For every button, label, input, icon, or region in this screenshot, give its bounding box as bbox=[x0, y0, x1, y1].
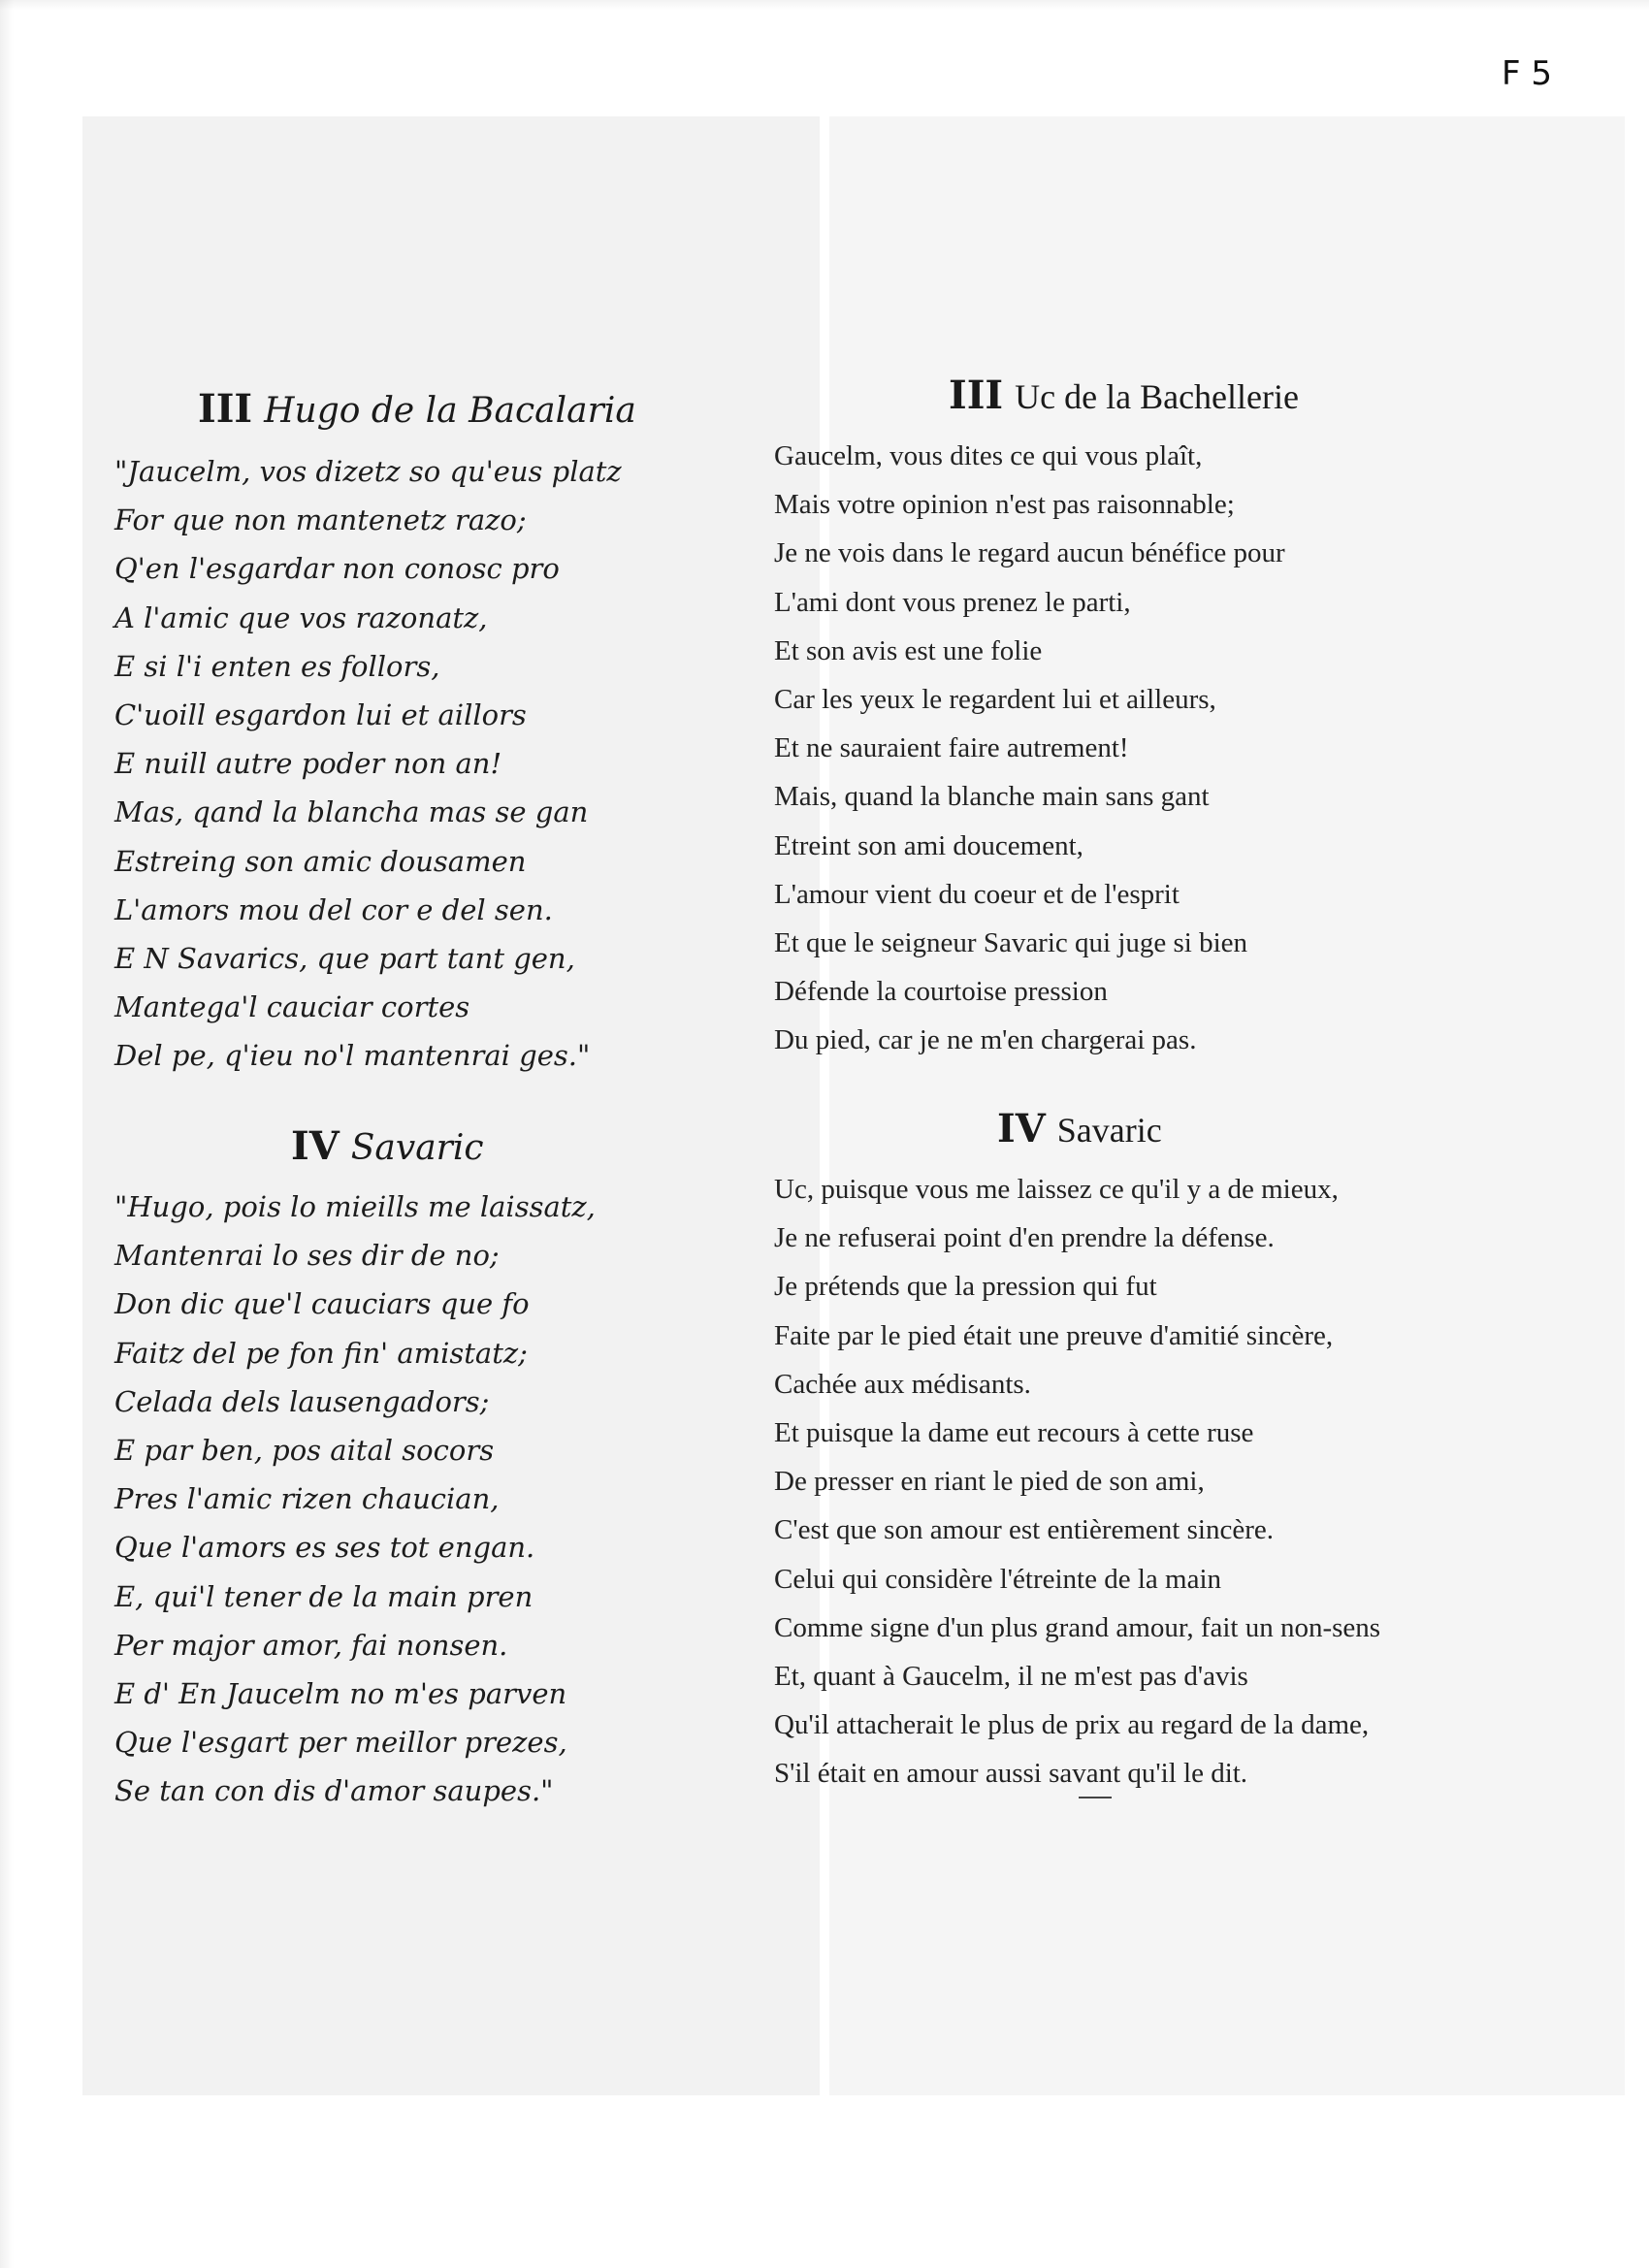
verse-line: Mais, quand la blanche main sans gant bbox=[774, 781, 1210, 813]
verse-line: Estreing son amic dousamen bbox=[114, 844, 527, 878]
verse-line: Celada dels lausengadors; bbox=[114, 1384, 490, 1418]
stanza-number: IV bbox=[997, 1106, 1046, 1151]
verse-line: Comme signe d'un plus grand amour, fait un non-sens bbox=[774, 1611, 1381, 1643]
verse-line: "Hugo, pois lo mieills me laissatz, bbox=[114, 1190, 596, 1223]
stanza-heading bbox=[949, 373, 1608, 418]
verse-line: Et que le seigneur Savaric qui juge si bien bbox=[774, 927, 1248, 959]
verse-line: C'uoill esgardon lui et aillors bbox=[114, 698, 527, 732]
verse-line: Faitz del pe fon fin' amistatz; bbox=[114, 1336, 528, 1370]
french-stanza-iii bbox=[774, 373, 1608, 1065]
verse-line: Je ne refuserai point d'en prendre la défense. bbox=[774, 1222, 1275, 1254]
verse-line: Que l'esgart per meillor prezes, bbox=[114, 1726, 567, 1760]
verse-line: Mas, qand la blancha mas se gan bbox=[114, 795, 589, 829]
stanza-number: III bbox=[949, 373, 1004, 418]
verse-line: E N Savarics, que part tant gen, bbox=[114, 942, 575, 976]
stanza-heading bbox=[997, 1106, 1608, 1151]
verse-line: Etreint son ami doucement, bbox=[774, 829, 1083, 861]
verse-line: Et, quant à Gaucelm, il ne m'est pas d'avis bbox=[774, 1661, 1248, 1693]
verse-line: Per major amor, fai nonsen. bbox=[114, 1628, 508, 1662]
verse-line: C'est que son amour est entièrement sincère. bbox=[774, 1514, 1274, 1546]
verse-line: De presser en riant le pied de son ami, bbox=[774, 1466, 1205, 1498]
french-stanza-iv bbox=[774, 1106, 1608, 1798]
verse-line: Mantega'l cauciar cortes bbox=[114, 990, 470, 1024]
verse-line: Et son avis est une folie bbox=[774, 634, 1043, 666]
verse-line: E par ben, pos aital socors bbox=[114, 1434, 495, 1468]
verse-line: Je prétends que la pression qui fut bbox=[774, 1271, 1157, 1303]
verse-line: Car les yeux le regardent lui et ailleurs, bbox=[774, 684, 1216, 716]
verse-line: Cachée aux médisants. bbox=[774, 1368, 1031, 1400]
end-dash bbox=[1079, 1797, 1112, 1798]
verse-line: Du pied, car je ne m'en chargerai pas. bbox=[774, 1024, 1197, 1056]
verse-line: Que l'amors es ses tot engan. bbox=[114, 1531, 535, 1565]
verse-line: Del pe, q'ieu no'l mantenrai ges." bbox=[114, 1039, 591, 1073]
verse-line: Don dic que'l cauciars que fo bbox=[114, 1287, 530, 1321]
verse-line: Et ne sauraient faire autrement! bbox=[774, 732, 1129, 764]
verse-line: Faite par le pied était une preuve d'amitié sincère, bbox=[774, 1319, 1334, 1351]
stanza-heading bbox=[198, 386, 735, 432]
verse-line: E nuill autre poder non an! bbox=[114, 747, 502, 781]
verse-line: For que non mantenetz razo; bbox=[114, 503, 527, 537]
verse-line: L'ami dont vous prenez le parti, bbox=[774, 586, 1131, 618]
verse-lines bbox=[114, 447, 735, 1081]
stanza-title: Savaric bbox=[350, 1128, 484, 1168]
verse-line: L'amors mou del cor e del sen. bbox=[114, 892, 553, 926]
stanza-title: Savaric bbox=[1056, 1111, 1162, 1150]
verse-line: A l'amic que vos razonatz, bbox=[114, 600, 488, 634]
stanza-title: Hugo de la Bacalaria bbox=[264, 391, 636, 431]
verse-line: E d' En Jaucelm no m'es parven bbox=[114, 1677, 567, 1711]
stanza-heading bbox=[291, 1123, 735, 1169]
verse-line: Se tan con dis d'amor saupes." bbox=[114, 1774, 554, 1808]
stanza-number: IV bbox=[291, 1123, 340, 1169]
stanza-title: Uc de la Bachellerie bbox=[1015, 377, 1299, 416]
verse-line: Q'en l'esgardar non conosc pro bbox=[114, 552, 560, 586]
verse-line: Celui qui considère l'étreinte de la main bbox=[774, 1563, 1222, 1595]
verse-lines bbox=[114, 1183, 735, 1816]
verse-line: Mais votre opinion n'est pas raisonnable; bbox=[774, 489, 1235, 521]
page-label: F 5 bbox=[1502, 54, 1552, 93]
occitan-stanza-iii bbox=[114, 386, 735, 1081]
verse-line: E, qui'l tener de la main pren bbox=[114, 1579, 534, 1613]
verse-line: S'il était en amour aussi savant qu'il le dit. bbox=[774, 1758, 1248, 1790]
verse-line: Pres l'amic rizen chaucian, bbox=[114, 1482, 500, 1516]
verse-lines bbox=[774, 1165, 1608, 1798]
verse-line: "Jaucelm, vos dizetz so qu'eus platz bbox=[114, 455, 622, 488]
verse-line: Qu'il attacherait le plus de prix au regard de la dame, bbox=[774, 1709, 1370, 1741]
verse-line: Uc, puisque vous me laissez ce qu'il y a de mieux, bbox=[774, 1174, 1339, 1205]
stanza-number: III bbox=[198, 386, 253, 432]
verse-line: Défende la courtoise pression bbox=[774, 976, 1108, 1008]
verse-line: E si l'i enten es follors, bbox=[114, 649, 440, 683]
verse-line: L'amour vient du coeur et de l'esprit bbox=[774, 878, 1180, 910]
verse-lines bbox=[774, 432, 1608, 1065]
verse-line: Je ne vois dans le regard aucun bénéfice pour bbox=[774, 537, 1285, 569]
verse-line: Gaucelm, vous dites ce qui vous plaît, bbox=[774, 440, 1203, 471]
verse-line: Mantenrai lo ses dir de no; bbox=[114, 1239, 500, 1273]
occitan-stanza-iv bbox=[114, 1123, 735, 1816]
verse-line: Et puisque la dame eut recours à cette ruse bbox=[774, 1417, 1254, 1449]
